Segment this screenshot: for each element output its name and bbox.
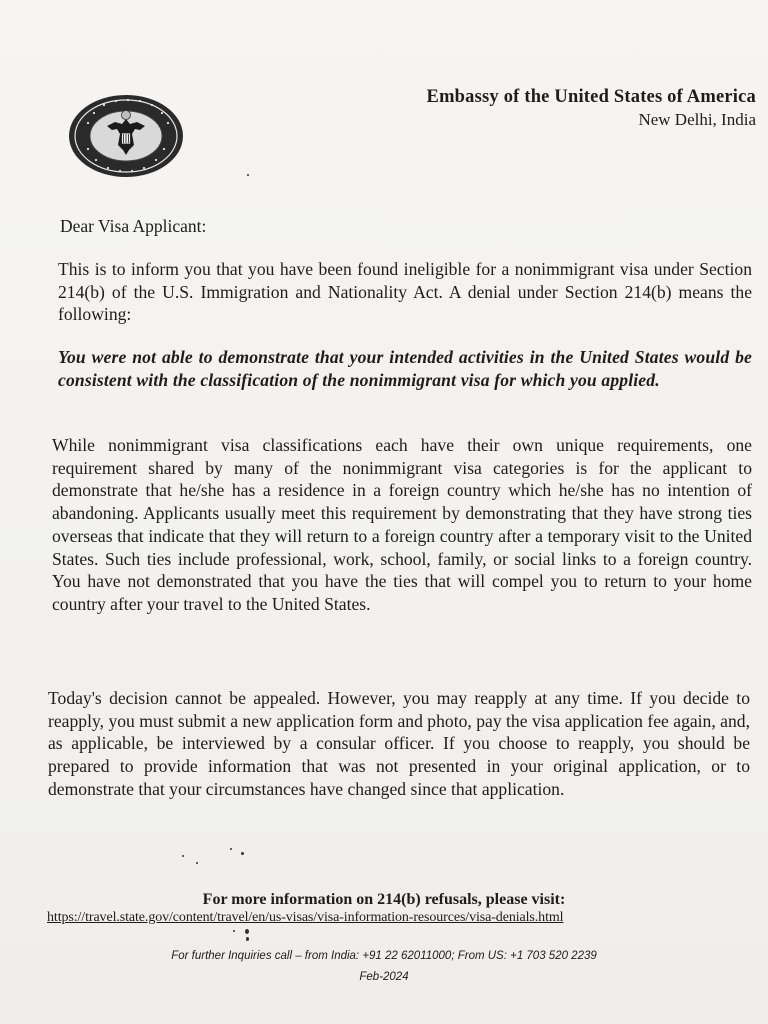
letter-date: Feb-2024: [359, 971, 409, 983]
paragraph-ineligibility-notice: This is to inform you that you have been found ineligible for a nonimmigrant visa under Section 214(b) of the U.S. Immigration and Nationality Act. A denial under Section 214(b) means the following:: [58, 259, 752, 325]
paragraph-requirements: While nonimmigrant visa classifications each have their own unique requirements, one requirement shared by many of the nonimmigrant visa categories is for the applicant to demonstrate that he/she has a residence in a foreign country which he/she has no intention of abandoning. Applicants usually meet this requirement by demonstrating that they have strong ties overseas that indicate that they will return to a foreign country after a temporary visit to the United States. Such ties include professional, work, school, family, or social links to a foreign country. You have not demonstrated that you have the ties that will compel you to return to your home country after your travel to the United States.: [52, 435, 752, 614]
salutation: Dear Visa Applicant:: [60, 216, 207, 236]
paragraph-denial-reason: You were not able to demonstrate that your intended activities in the United States would be consistent with the classification of the nonimmigrant visa for which you applied.: [58, 347, 752, 390]
department-of-state-seal-icon: [68, 93, 186, 179]
embassy-name: Embassy of the United States of America: [426, 87, 756, 107]
more-info-heading: For more information on 214(b) refusals, please visit:: [202, 891, 566, 908]
embassy-header: [427, 87, 756, 130]
inquiries-contact: For further Inquiries call – from India: +91 22 62011000; From US: +1 703 520 2239: [171, 950, 597, 962]
embassy-location: New Delhi, India: [638, 110, 756, 129]
paragraph-reapply: Today's decision cannot be appealed. However, you may reapply at any time. If you decide to reapply, you must submit a new application form and photo, pay the visa application fee again, and, as applicable, be interviewed by a consular officer. If you choose to reapply, you should be prepared to provide information that was not presented in your original application, or to demonstrate that your circumstances have changed since that application.: [48, 688, 750, 799]
visa-denials-link[interactable]: https://travel.state.gov/content/travel/en/us-visas/visa-information-resources/visa-denials.html: [47, 910, 564, 925]
